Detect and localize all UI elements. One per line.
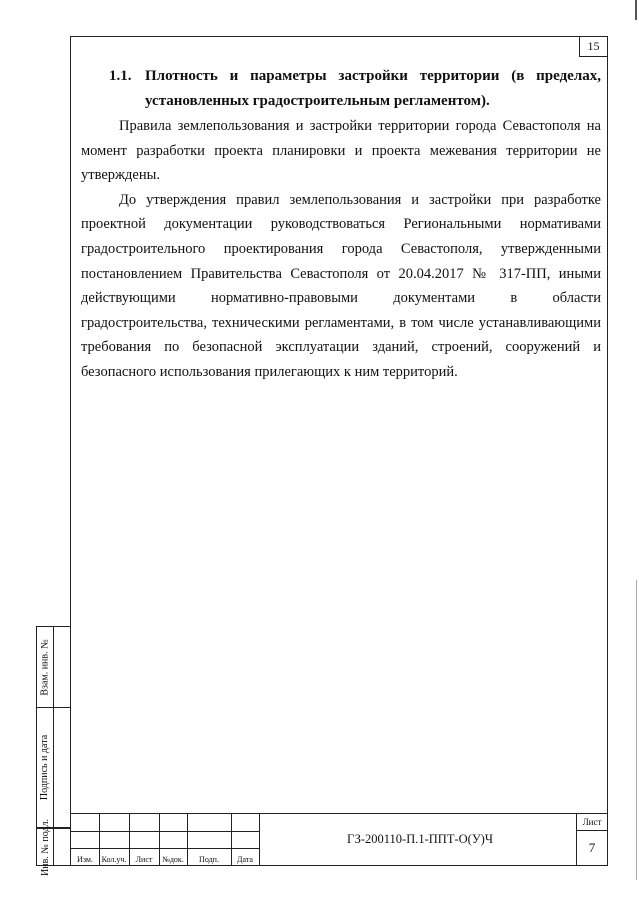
body-text: [81, 114, 601, 385]
document-code: ГЗ-200110-П.1-ППТ-О(У)Ч: [259, 814, 580, 865]
revision-grid: [71, 814, 259, 865]
col-list: Лист: [135, 855, 153, 864]
sheet-number: 7: [588, 840, 596, 855]
side-stamp-inv-original: [36, 818, 70, 876]
title-block: [71, 813, 607, 865]
replace-inv-label: Взам. инв. №: [39, 638, 51, 696]
paragraph-1: Правила землепользования и застройки территории города Севастополя на момент разработки проекта планировки и проекта межевания территории не утверждены.: [81, 118, 601, 184]
heading-line-2: установленных градостроительным регламентом).: [145, 93, 490, 109]
side-stamp-signature: [36, 708, 70, 828]
sheet-cell: [576, 814, 607, 865]
signature-date-label: Подпись и дата: [39, 734, 51, 801]
col-podp: Подп.: [199, 855, 219, 864]
page-number: 15: [579, 37, 607, 57]
heading-line-1: Плотность и параметры застройки территории (в пределах,: [145, 68, 601, 84]
inv-original-label: Инв. № подл.: [39, 818, 51, 876]
section-number: 1.1.: [109, 68, 132, 84]
sheet-label: Лист: [577, 814, 607, 831]
page-frame: [70, 36, 608, 866]
scan-edge-mark: [635, 0, 637, 20]
scan-edge-mark: [636, 580, 637, 880]
paragraph-2: До утверждения правил землепользования и застройки при разработке проектной документации руководствоваться Региональными нормативами градостроительного проектирования города Севастополя, утвержденными постановлением Правительства Севастополя от 20.04.2017 № 317-ПП, иными действующими нормативно-правовыми документами в области градостроительства, техническими регламентами, в том числе устанавливающими требования по безопасной эксплуатации зданий, строений, сооружений и безопасного использования прилегающих к ним территорий.: [81, 191, 601, 380]
col-data: Дата: [237, 855, 253, 864]
col-ndok: №док.: [162, 855, 184, 864]
side-stamp-replace-inv: [36, 626, 70, 708]
col-kol-uch: Кол.уч.: [101, 855, 127, 864]
col-izm: Изм.: [77, 855, 93, 864]
section-heading: [109, 64, 601, 114]
